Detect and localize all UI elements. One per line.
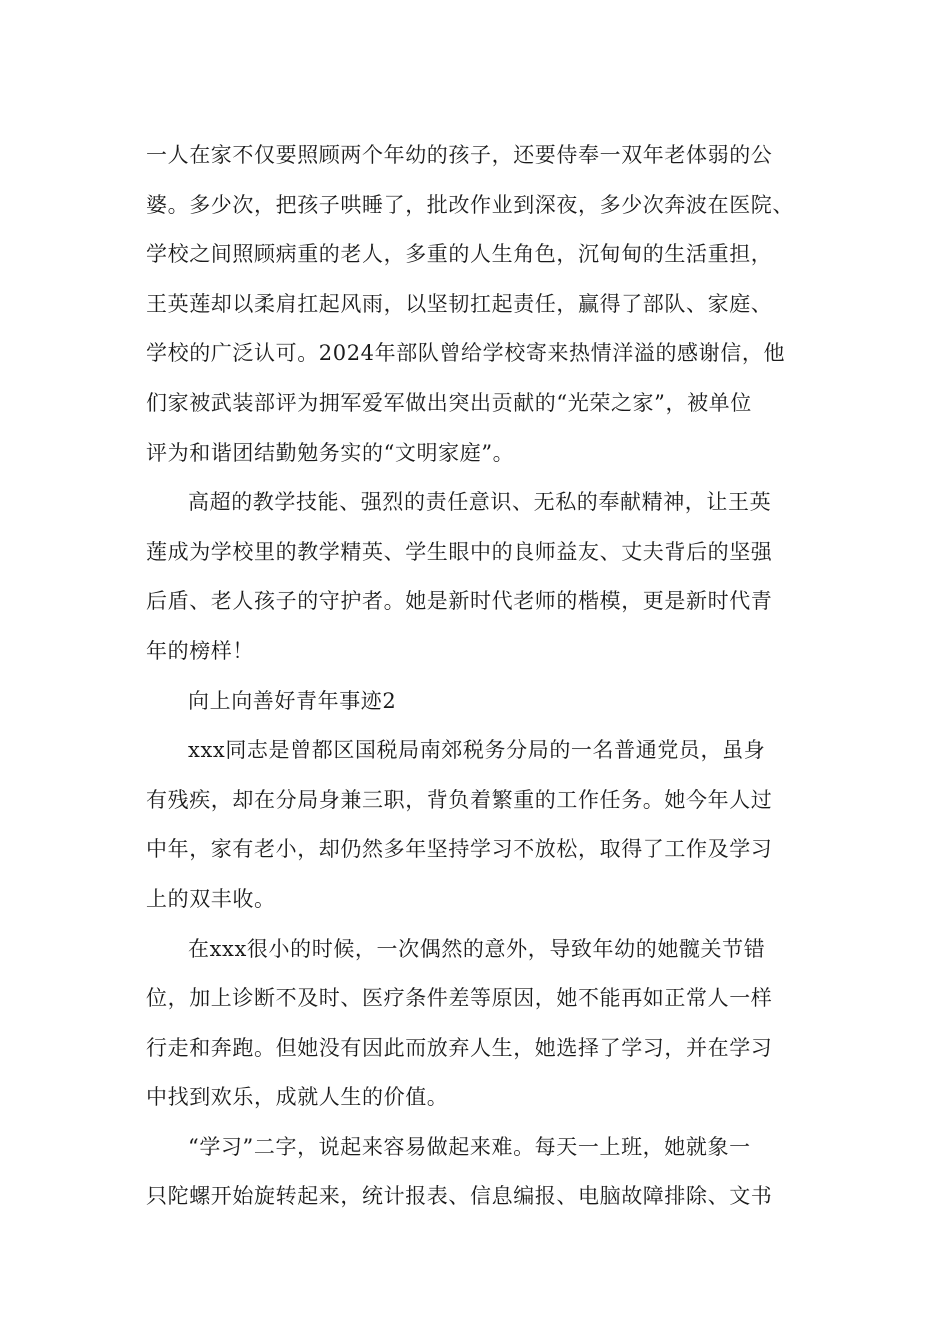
text-line: 在xxx很小的时候，一次偶然的意外，导致年幼的她髋关节错	[188, 936, 766, 961]
text-line: 评为和谐团结勤勉务实的“文明家庭”。	[146, 440, 515, 465]
text-line: 只陀螺开始旋转起来，统计报表、信息编报、电脑故障排除、文书	[146, 1184, 773, 1209]
text-line: 学校的广泛认可。2024年部队曾给学校寄来热情洋溢的感谢信，他	[146, 341, 786, 366]
text-line: 后盾、老人孩子的守护者。她是新时代老师的楷模，更是新时代青	[146, 589, 773, 614]
text-line: 有残疾，却在分局身兼三职，背负着繁重的工作任务。她今年人过	[146, 787, 773, 812]
text-line: 莲成为学校里的教学精英、学生眼中的良师益友、丈夫背后的坚强	[146, 539, 773, 564]
text-line: 学校之间照顾病重的老人，多重的人生角色，沉甸甸的生活重担，	[146, 242, 773, 267]
text-line: 高超的教学技能、强烈的责任意识、无私的奉献精神，让王英	[188, 490, 772, 515]
text-line: “学习”二字，说起来容易做起来难。每天一上班，她就象一	[188, 1134, 751, 1159]
text-line: 年的榜样！	[146, 638, 254, 663]
text-line: 位，加上诊断不及时、医疗条件差等原因，她不能再如正常人一样	[146, 986, 773, 1011]
text-line: xxx同志是曾都区国税局南郊税务分局的一名普通党员，虽身	[188, 738, 766, 763]
text-line: 行走和奔跑。但她没有因此而放弃人生，她选择了学习，并在学习	[146, 1035, 773, 1060]
text-line: 一人在家不仅要照顾两个年幼的孩子，还要侍奉一双年老体弱的公	[146, 143, 773, 167]
text-line: 婆。多少次，把孩子哄睡了，批改作业到深夜，多少次奔波在医院、	[146, 192, 794, 217]
text-line: 向上向善好青年事迹2	[188, 688, 397, 713]
text-line: 中找到欢乐，成就人生的价值。	[146, 1085, 449, 1110]
text-line: 们家被武装部评为拥军爱军做出突出贡献的“光荣之家”，被单位	[146, 390, 752, 415]
text-line: 中年，家有老小，却仍然多年坚持学习不放松，取得了工作及学习	[146, 837, 773, 862]
document-body	[146, 131, 806, 1222]
text-line: 王英莲却以柔肩扛起风雨，以坚韧扛起责任，赢得了部队、家庭、	[146, 291, 773, 316]
text-line: 上的双丰收。	[146, 886, 276, 911]
